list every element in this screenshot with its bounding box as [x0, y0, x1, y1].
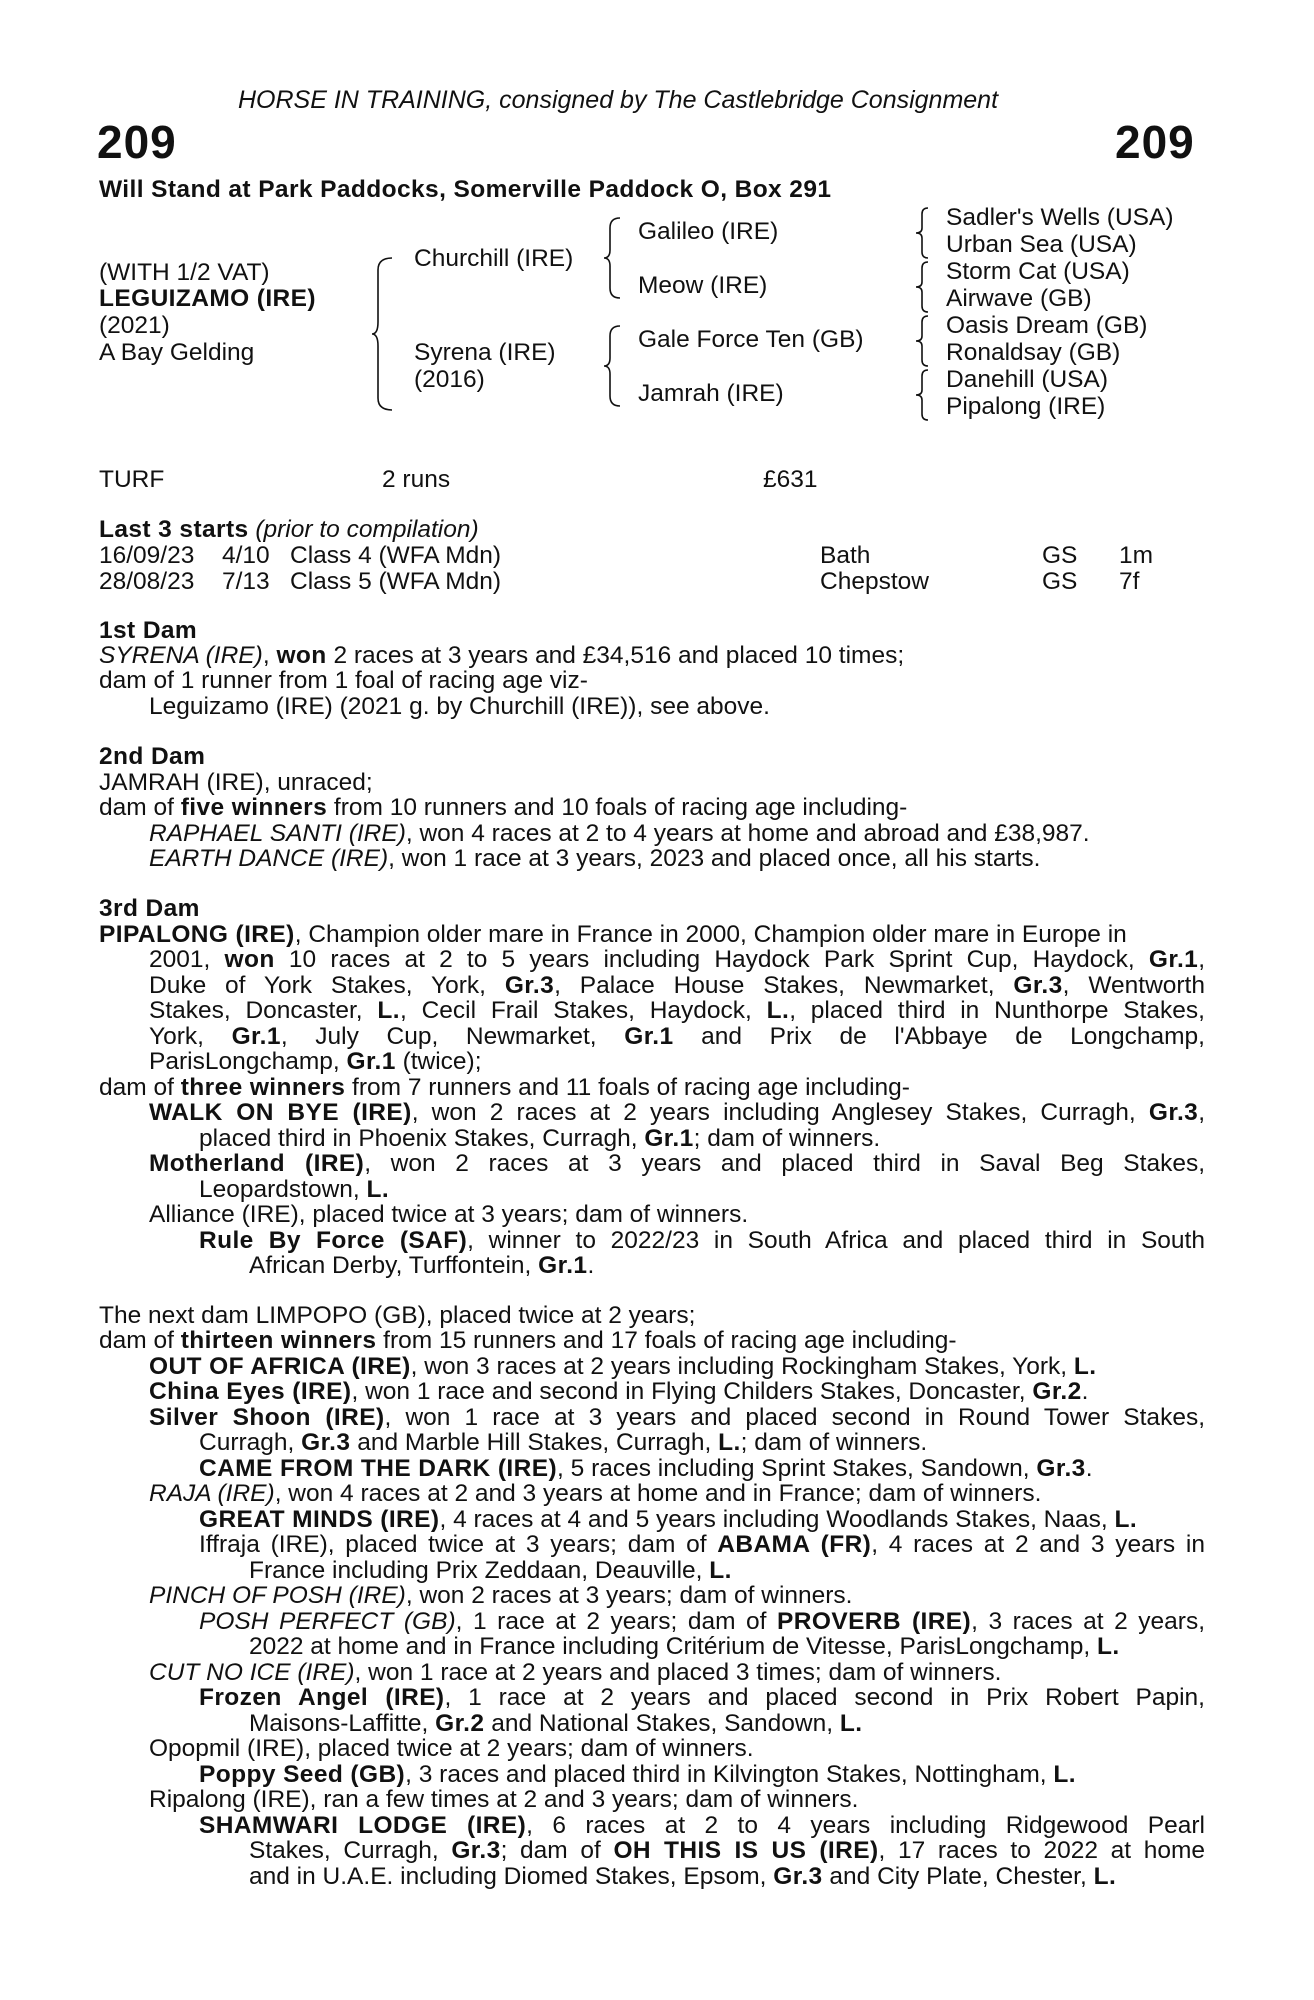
- list-item: [149, 1100, 1205, 1126]
- text: Leopardstown,: [199, 1176, 367, 1203]
- start-course: Bath: [820, 542, 871, 569]
- start-course: Chepstow: [820, 568, 929, 595]
- bracket-g3: [916, 316, 930, 366]
- bracket-g1: [916, 208, 930, 258]
- pedigree-gg-8: Pipalong (IRE): [946, 393, 1106, 420]
- grade: Gr.3: [1148, 1099, 1199, 1126]
- third-dam-heading: 3rd Dam: [99, 895, 200, 922]
- horse-name: PINCH OF POSH (IRE): [149, 1582, 406, 1609]
- text: , Palace House Stakes, Newmarket,: [554, 972, 1014, 999]
- grade: Gr.3: [504, 972, 555, 999]
- third-dam-line-3: [149, 973, 1205, 999]
- pedigree-gg-4: Airwave (GB): [946, 285, 1092, 312]
- pedigree-dam-sire: Gale Force Ten (GB): [638, 326, 864, 353]
- text: dam of: [99, 794, 181, 821]
- list-item: [149, 1151, 1205, 1177]
- grade: Gr.1: [231, 1023, 281, 1050]
- horse-name: WALK ON BYE (IRE): [149, 1099, 412, 1126]
- start-class: Class 5 (WFA Mdn): [290, 568, 502, 595]
- grade: Gr.1: [538, 1252, 588, 1279]
- text: 10 races at 2 to 5 years including Haydock Park Sprint Cup, Haydock,: [274, 946, 1149, 973]
- lot-number-right: 209: [1115, 116, 1195, 168]
- third-dam-line-6: [149, 1049, 482, 1075]
- next-dam-line: The next dam LIMPOPO (GB), placed twice at 2 years;: [99, 1302, 696, 1329]
- list-item-continued: [249, 1864, 1116, 1890]
- horse-name: Poppy Seed (GB): [199, 1761, 406, 1788]
- third-dam-line-2: [149, 947, 1205, 973]
- list-item: [149, 1660, 1001, 1686]
- grade: Gr.3: [451, 1837, 501, 1864]
- list-item-continued: [199, 1430, 927, 1456]
- text: and Marble Hill Stakes, Curragh,: [350, 1429, 719, 1456]
- grade: Gr.2: [1032, 1378, 1082, 1405]
- text: , 1 race at 2 years; dam of: [455, 1608, 778, 1635]
- third-dam-line-5: [149, 1024, 1205, 1050]
- horse-name: Rule By Force (SAF): [199, 1227, 468, 1254]
- winners-count: thirteen winners: [180, 1327, 377, 1354]
- horse-name: RAPHAEL SANTI (IRE): [149, 820, 406, 847]
- text: , Cecil Frail Stakes, Haydock,: [399, 997, 767, 1024]
- pedigree-dam: Syrena (IRE): [414, 339, 556, 366]
- horse-record: , won 1 race at 3 years, 2023 and placed once, all his starts.: [388, 845, 1041, 872]
- text: .: [1085, 1455, 1093, 1482]
- list-item: [149, 846, 1041, 872]
- text: , 5 races including Sprint Stakes, Sandown,: [557, 1455, 1037, 1482]
- grade: Gr.3: [301, 1429, 351, 1456]
- text: , won 3 races at 2 years including Rockingham Stakes, York,: [410, 1353, 1074, 1380]
- grade: L.: [1097, 1633, 1120, 1660]
- pedigree-sire: Churchill (IRE): [414, 245, 574, 272]
- grade: L.: [366, 1176, 390, 1203]
- catalogue-header: HORSE IN TRAINING, consigned by The Castlebridge Consignment: [238, 86, 999, 114]
- text: , July Cup, Newmarket,: [280, 1023, 625, 1050]
- text: placed third in Phoenix Stakes, Curragh,: [199, 1125, 645, 1152]
- list-item: [199, 1456, 1093, 1482]
- third-dam-line-4: [149, 998, 1205, 1024]
- list-item-continued: [249, 1634, 1120, 1660]
- second-dam-line: JAMRAH (IRE), unraced;: [99, 769, 373, 796]
- text: ; dam of: [500, 1837, 614, 1864]
- list-item: [149, 821, 1090, 847]
- grade: L.: [1053, 1761, 1076, 1788]
- grade: Gr.3: [1013, 972, 1063, 999]
- second-dam-produce: [99, 795, 907, 821]
- start-date: 16/09/23: [99, 542, 195, 569]
- horse-name: Motherland (IRE): [149, 1150, 365, 1177]
- text: , won 2 races at 3 years and placed third in Saval Beg Stakes,: [364, 1150, 1206, 1177]
- list-item: [199, 1685, 1205, 1711]
- grade: L.: [377, 997, 400, 1024]
- text: .: [587, 1252, 595, 1279]
- list-item-continued: [249, 1253, 594, 1279]
- grade: Gr.2: [435, 1710, 485, 1737]
- text: , winner to 2022/23 in South Africa and placed third in South: [467, 1227, 1205, 1254]
- winners-count: five winners: [180, 794, 328, 821]
- pedigree-gg-7: Danehill (USA): [946, 366, 1109, 393]
- text: Iffraja (IRE), placed twice at 3 years; dam of: [199, 1531, 718, 1558]
- grade: L.: [1114, 1506, 1138, 1533]
- text: , won 2 races at 3 years; dam of winners.: [405, 1582, 853, 1609]
- start-class: Class 4 (WFA Mdn): [290, 542, 502, 569]
- bracket-dam-parents: [604, 326, 622, 406]
- text: and in U.A.E. including Diomed Stakes, Epsom,: [249, 1863, 774, 1890]
- won-text: won: [276, 642, 327, 669]
- start-going: GS: [1042, 542, 1078, 569]
- list-item: Alliance (IRE), placed twice at 3 years; dam of winners.: [149, 1201, 749, 1228]
- horse-record: , won 4 races at 2 to 4 years at home and abroad and £38,987.: [405, 820, 1090, 847]
- list-item: [149, 1354, 1096, 1380]
- text: France including Prix Zeddaan, Deauville,: [249, 1557, 710, 1584]
- start-distance: 7f: [1119, 568, 1140, 595]
- horse-name: LEGUIZAMO (IRE): [99, 285, 316, 312]
- grade: Gr.1: [624, 1023, 674, 1050]
- first-dam-produce: dam of 1 runner from 1 foal of racing age viz-: [99, 667, 588, 694]
- text: .: [1081, 1378, 1089, 1405]
- start-position: 7/13: [222, 568, 270, 595]
- second-dam-heading: 2nd Dam: [99, 743, 206, 770]
- text: ; dam of winners.: [740, 1429, 928, 1456]
- list-item-continued: [199, 1177, 389, 1203]
- text: , Champion older mare in France in 2000, Champion older mare in Europe in: [294, 921, 1127, 948]
- text: from 10 runners and 10 foals of racing age including-: [327, 794, 908, 821]
- horse-name: China Eyes (IRE): [149, 1378, 352, 1405]
- text: Stakes, Doncaster,: [149, 997, 378, 1024]
- pedigree-gg-3: Storm Cat (USA): [946, 258, 1130, 285]
- list-item: [149, 1583, 852, 1609]
- text: ,: [1198, 1099, 1205, 1126]
- text: , 4 races at 2 and 3 years in: [871, 1531, 1205, 1558]
- horse-name: SHAMWARI LODGE (IRE): [199, 1812, 527, 1839]
- won-text: won: [224, 946, 275, 973]
- text: dam of: [99, 1327, 181, 1354]
- pedigree-gg-6: Ronaldsay (GB): [946, 339, 1121, 366]
- first-dam-line: [99, 643, 904, 669]
- horse-name: Frozen Angel (IRE): [199, 1684, 445, 1711]
- horse-name: PIPALONG (IRE): [99, 921, 295, 948]
- text: , 3 races and placed third in Kilvington Stakes, Nottingham,: [405, 1761, 1054, 1788]
- next-dam-produce: [99, 1328, 957, 1354]
- text: , 6 races at 2 to 4 years including Ridgewood Pearl: [526, 1812, 1205, 1839]
- grade: L.: [1073, 1353, 1097, 1380]
- grade: Gr.1: [1148, 946, 1199, 973]
- grade: L.: [718, 1429, 741, 1456]
- pedigree-sire-dam: Meow (IRE): [638, 272, 768, 299]
- text: African Derby, Turffontein,: [249, 1252, 539, 1279]
- list-item: [149, 1481, 1041, 1507]
- text: from 7 runners and 11 foals of racing age including-: [345, 1074, 910, 1101]
- bracket-sire-parents: [604, 218, 622, 298]
- separator: ,: [262, 642, 277, 669]
- text: Curragh,: [199, 1429, 302, 1456]
- pedigree-gg-5: Oasis Dream (GB): [946, 312, 1148, 339]
- third-dam-produce: [99, 1075, 910, 1101]
- text: , 3 races at 2 years,: [971, 1608, 1206, 1635]
- text: Duke of York Stakes, York,: [149, 972, 505, 999]
- list-item: [199, 1762, 1076, 1788]
- grade: L.: [839, 1710, 863, 1737]
- horse-name: POSH PERFECT (GB): [199, 1608, 456, 1635]
- text: from 15 runners and 17 foals of racing age including-: [376, 1327, 957, 1354]
- horse-name: ABAMA (FR): [717, 1531, 872, 1558]
- list-item: Ripalong (IRE), ran a few times at 2 and 3 years; dam of winners.: [149, 1786, 859, 1813]
- text: (twice);: [395, 1048, 482, 1075]
- text: , 17 races to 2022 at home: [878, 1837, 1206, 1864]
- third-dam-line-1: [99, 922, 1205, 948]
- list-item: [199, 1228, 1205, 1254]
- horse-name: CUT NO ICE (IRE): [149, 1659, 355, 1686]
- list-item-continued: [249, 1558, 732, 1584]
- grade: L.: [766, 997, 790, 1024]
- start-distance: 1m: [1119, 542, 1154, 569]
- start-going: GS: [1042, 568, 1078, 595]
- stand-location: Will Stand at Park Paddocks, Somerville Paddock O, Box 291: [99, 176, 832, 203]
- grade: Gr.3: [773, 1863, 823, 1890]
- grade: Gr.3: [1036, 1455, 1086, 1482]
- bracket-parents: [372, 258, 394, 410]
- grade: L.: [709, 1557, 732, 1584]
- text: , won 2 races at 2 years including Anglesey Stakes, Curragh,: [411, 1099, 1149, 1126]
- text: ,: [1198, 946, 1205, 973]
- list-item-continued: [199, 1126, 880, 1152]
- bracket-g4: [916, 370, 930, 420]
- dam-name: SYRENA (IRE): [99, 642, 263, 669]
- text: ; dam of winners.: [693, 1125, 881, 1152]
- horse-year: (2021): [99, 312, 170, 339]
- record-runs: 2 runs: [382, 466, 451, 493]
- list-item: [199, 1609, 1205, 1635]
- grade: Gr.1: [644, 1125, 694, 1152]
- text: , won 1 race at 3 years and placed second in Round Tower Stakes,: [384, 1404, 1205, 1431]
- list-item: Opopmil (IRE), placed twice at 2 years; dam of winners.: [149, 1735, 754, 1762]
- text: Stakes, Curragh,: [249, 1837, 452, 1864]
- bracket-g2: [916, 262, 930, 312]
- horse-name: OH THIS IS US (IRE): [613, 1837, 879, 1864]
- horse-name: OUT OF AFRICA (IRE): [149, 1353, 411, 1380]
- list-item: [199, 1532, 1205, 1558]
- record-earnings: £631: [763, 466, 818, 493]
- horse-name: PROVERB (IRE): [777, 1608, 972, 1635]
- text: dam of: [99, 1074, 181, 1101]
- start-date: 28/08/23: [99, 568, 195, 595]
- lot-number-left: 209: [97, 116, 177, 168]
- text: , won 1 race at 2 years and placed 3 times; dam of winners.: [354, 1659, 1002, 1686]
- horse-name: GREAT MINDS (IRE): [199, 1506, 440, 1533]
- text: 2001,: [149, 946, 225, 973]
- last-starts-heading: [99, 516, 479, 544]
- text: , placed third in Nunthorpe Stakes,: [789, 997, 1205, 1024]
- horse-name: Silver Shoon (IRE): [149, 1404, 385, 1431]
- horse-description: A Bay Gelding: [99, 339, 255, 366]
- text: York,: [149, 1023, 232, 1050]
- list-item: [199, 1813, 1205, 1839]
- start-position: 4/10: [222, 542, 270, 569]
- text: , 4 races at 4 and 5 years including Woodlands Stakes, Naas,: [439, 1506, 1115, 1533]
- text: ParisLongchamp,: [149, 1048, 347, 1075]
- list-item: [149, 1405, 1205, 1431]
- winners-count: three winners: [180, 1074, 346, 1101]
- first-dam-heading: 1st Dam: [99, 617, 198, 644]
- text: and National Stakes, Sandown,: [484, 1710, 840, 1737]
- first-dam-foal: Leguizamo (IRE) (2021 g. by Churchill (IRE)), see above.: [149, 693, 770, 720]
- vat-note: (WITH 1/2 VAT): [99, 259, 270, 286]
- grade: L.: [1093, 1863, 1117, 1890]
- text: and City Plate, Chester,: [822, 1863, 1094, 1890]
- horse-name: CAME FROM THE DARK (IRE): [199, 1455, 558, 1482]
- text: , won 4 races at 2 and 3 years at home and in France; dam of winners.: [274, 1480, 1042, 1507]
- text: 2022 at home and in France including Critérium de Vitesse, ParisLongchamp,: [249, 1633, 1097, 1660]
- grade: Gr.1: [346, 1048, 396, 1075]
- horse-name: RAJA (IRE): [149, 1480, 275, 1507]
- dam-record: 2 races at 3 years and £34,516 and placed 10 times;: [326, 642, 905, 669]
- list-item-continued: [249, 1838, 1205, 1864]
- text: and Prix de l'Abbaye de Longchamp,: [673, 1023, 1205, 1050]
- text: , 1 race at 2 years and placed second in Prix Robert Papin,: [444, 1684, 1205, 1711]
- list-item-continued: [249, 1711, 862, 1737]
- last-starts-note: (prior to compilation): [255, 516, 479, 543]
- list-item: [149, 1379, 1088, 1405]
- last-starts-title: Last 3 starts: [99, 516, 249, 543]
- text: , won 1 race and second in Flying Childers Stakes, Doncaster,: [351, 1378, 1033, 1405]
- list-item: [199, 1507, 1137, 1533]
- text: Maisons-Laffitte,: [249, 1710, 436, 1737]
- pedigree-sire-sire: Galileo (IRE): [638, 218, 779, 245]
- pedigree-dam-year: (2016): [414, 366, 485, 393]
- pedigree-gg-1: Sadler's Wells (USA): [946, 204, 1174, 231]
- record-surface: TURF: [99, 466, 165, 493]
- horse-name: EARTH DANCE (IRE): [149, 845, 389, 872]
- pedigree-gg-2: Urban Sea (USA): [946, 231, 1137, 258]
- text: , Wentworth: [1062, 972, 1205, 999]
- pedigree-dam-dam: Jamrah (IRE): [638, 380, 784, 407]
